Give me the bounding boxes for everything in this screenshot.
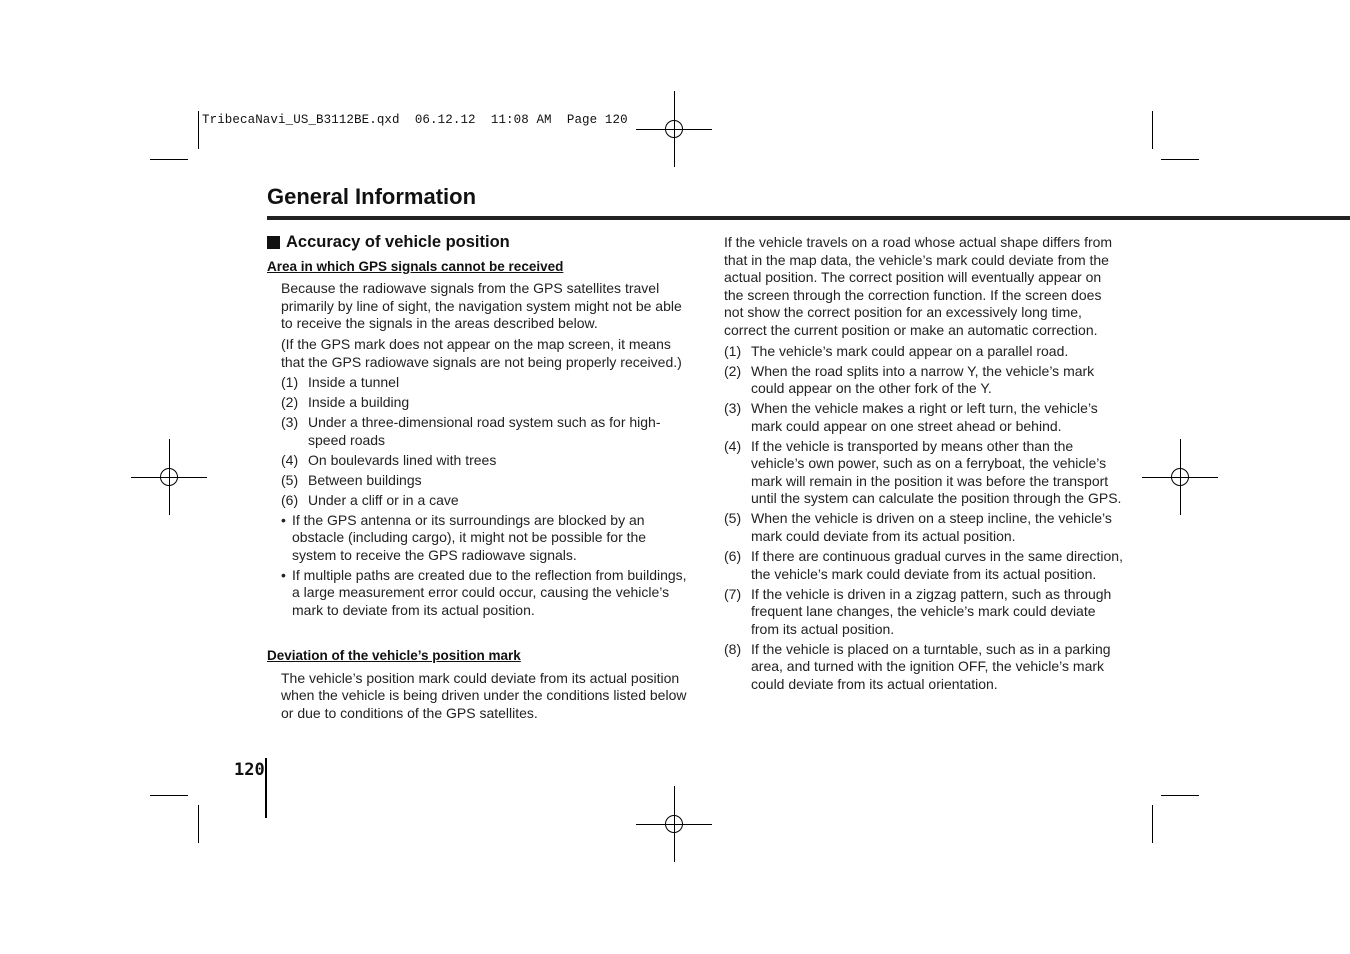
- registration-mark: [1142, 439, 1218, 515]
- item-number: (4): [281, 451, 299, 468]
- item-number: (1): [281, 374, 299, 391]
- square-bullet-icon: [267, 236, 280, 249]
- crop-mark: [150, 159, 188, 160]
- crop-mark: [1161, 795, 1199, 796]
- item-number: (2): [281, 394, 299, 411]
- list-item: [724, 343, 1124, 361]
- list-item: [724, 400, 1124, 435]
- list-item: [281, 472, 687, 490]
- item-text: The vehicle’s mark could appear on a parallel road.: [751, 342, 1069, 359]
- section-heading-text: Accuracy of vehicle position: [286, 233, 510, 251]
- item-number: (3): [724, 400, 742, 417]
- item-number: (6): [281, 491, 299, 508]
- subsection-heading-deviation: Deviation of the vehicle’s position mark: [267, 648, 521, 663]
- item-text: Under a three-dimensional road system such as for high-speed roads: [308, 414, 661, 448]
- crop-mark: [1152, 111, 1153, 149]
- bullet-list: [281, 512, 687, 620]
- paragraph: If the vehicle travels on a road whose actual shape differs from that in the map data, the vehicle’s mark could deviate from the actual position. The correct position will eventually appear on the screen through the correction function. If the screen does not show the correct position for an excessively long time, correct the current position or make an automatic correction.: [724, 234, 1113, 338]
- bullet-item: [281, 567, 687, 620]
- list-item: [724, 586, 1124, 639]
- item-number: (3): [281, 414, 299, 431]
- registration-mark: [131, 439, 207, 515]
- list-item: [724, 641, 1124, 694]
- crop-mark: [150, 795, 188, 796]
- print-slug: TribecaNavi_US_B3112BE.qxd 06.12.12 11:08 AM Page 120: [202, 113, 628, 127]
- item-number: (5): [724, 510, 742, 527]
- page-number-rule: [265, 758, 267, 818]
- item-text: When the road splits into a narrow Y, the vehicle’s mark could appear on the other fork of the Y.: [751, 362, 1095, 397]
- deviation-body: [267, 670, 687, 723]
- item-text: If there are continuous gradual curves in the same direction, the vehicle’s mark could deviate from its actual position.: [751, 548, 1123, 582]
- bullet-text: If the GPS antenna or its surroundings are blocked by an obstacle (including cargo), it might not be possible for the system to receive the GPS radiowave signals.: [292, 511, 647, 563]
- item-number: (8): [724, 640, 742, 657]
- numbered-list: [281, 374, 687, 509]
- paragraph: Because the radiowave signals from the GPS satellites travel primarily by line of sight, the navigation system might not be able to receive the signals in the areas described below.: [281, 280, 682, 332]
- item-text: If the vehicle is placed on a turntable, such as in a parking area, and turned with the ignition OFF, the vehicle’s mark could deviate from its actual orientation.: [751, 640, 1111, 692]
- item-text: Inside a building: [308, 394, 410, 411]
- registration-mark: [636, 91, 712, 167]
- list-item: [281, 374, 687, 392]
- page-title: General Information: [267, 184, 477, 209]
- item-number: (2): [724, 362, 742, 379]
- list-item: [724, 363, 1124, 398]
- bullet-mark: •: [281, 511, 286, 528]
- item-text: Between buildings: [308, 471, 422, 488]
- list-item: [724, 438, 1124, 508]
- item-number: (7): [724, 585, 742, 602]
- item-text: If the vehicle is driven in a zigzag pattern, such as through frequent lane changes, the vehicle’s mark could deviate from its actual position.: [751, 585, 1112, 637]
- item-number: (6): [724, 548, 742, 565]
- bullet-item: [281, 512, 687, 565]
- item-number: (1): [724, 342, 742, 359]
- item-text: When the vehicle makes a right or left turn, the vehicle’s mark could appear on one street ahead or behind.: [751, 400, 1098, 434]
- list-item: [724, 510, 1124, 545]
- list-item: [281, 394, 687, 412]
- item-number: (5): [281, 471, 299, 488]
- right-column: [724, 234, 1124, 696]
- crop-mark: [1152, 805, 1153, 843]
- item-number: (4): [724, 437, 742, 454]
- left-column: [267, 234, 687, 725]
- bullet-text: If multiple paths are created due to the reflection from buildings, a large measurement error could occur, causing the vehicle’s mark to deviate from its actual position.: [292, 566, 687, 619]
- registration-mark: [636, 786, 712, 862]
- list-item: [281, 452, 687, 470]
- numbered-list: [724, 343, 1124, 694]
- item-text: Inside a tunnel: [308, 374, 400, 391]
- paragraph: (If the GPS mark does not appear on the map screen, it means that the GPS radiowave signals are not being properly received.): [281, 335, 682, 370]
- subsection-heading-gps: Area in which GPS signals cannot be received: [267, 258, 564, 274]
- gps-body: [267, 280, 687, 619]
- item-text: When the vehicle is driven on a steep incline, the vehicle’s mark could deviate from its actual position.: [751, 510, 1112, 545]
- item-text: On boulevards lined with trees: [308, 451, 497, 468]
- crop-mark: [1161, 159, 1199, 160]
- list-item: [281, 414, 687, 449]
- crop-mark: [198, 111, 199, 149]
- page-number: 120: [234, 760, 265, 780]
- title-rule: [267, 216, 1350, 220]
- list-item: [281, 492, 687, 510]
- item-text: Under a cliff or in a cave: [308, 491, 459, 508]
- section-heading: [267, 234, 687, 252]
- crop-mark: [198, 805, 199, 843]
- list-item: [724, 548, 1124, 583]
- paragraph: The vehicle’s position mark could deviate from its actual position when the vehicle is being driven under the conditions listed below or due to conditions of the GPS satellites.: [281, 669, 687, 721]
- item-text: If the vehicle is transported by means other than the vehicle’s own power, such as on a ferryboat, the vehicle’s mark will remain in the position it was before the transport until the system can calculate the position through the GPS.: [751, 437, 1122, 507]
- bullet-mark: •: [281, 566, 286, 583]
